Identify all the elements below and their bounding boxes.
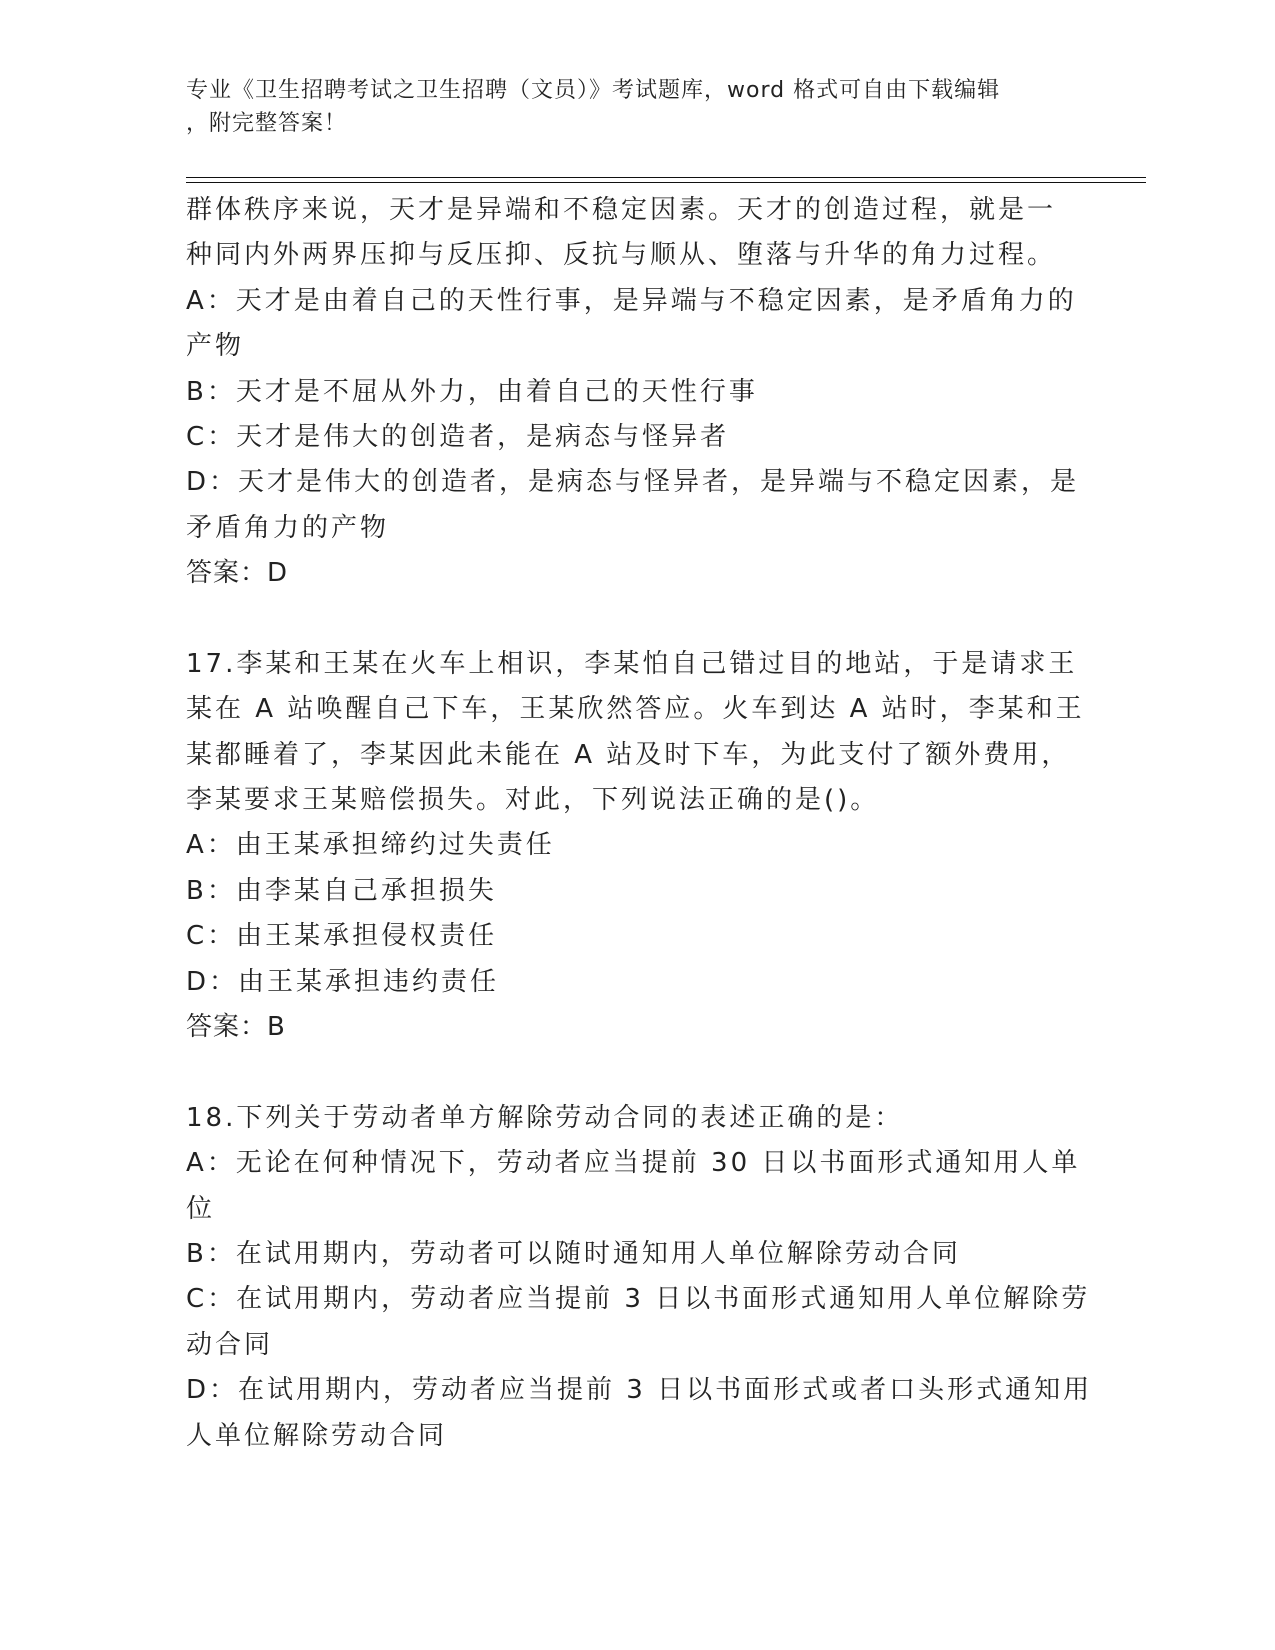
- spacer: [186, 1050, 1086, 1095]
- option-a: A：无论在何种情况下，劳动者应当提前 30 日以书面形式通知用人单: [186, 1148, 1081, 1179]
- option-d: D：在试用期内，劳动者应当提前 3 日以书面形式或者口头形式通知用: [186, 1375, 1093, 1406]
- option-b: B：由李某自己承担损失: [186, 875, 497, 906]
- option-c: C：由王某承担侵权责任: [186, 921, 498, 952]
- question-stem-line: 李某要求王某赔偿损失。对此，下列说法正确的是()。: [186, 785, 880, 816]
- option-d: D：天才是伟大的创造者，是病态与怪异者，是异端与不稳定因素，是: [186, 467, 1080, 498]
- option-d-continued: 人单位解除劳动合同: [186, 1420, 448, 1451]
- header-divider: [186, 177, 1146, 183]
- question-stem-line: 某在 A 站唤醒自己下车，王某欣然答应。火车到达 A 站时，李某和王: [186, 694, 1085, 725]
- header-line-1: 专业《卫生招聘考试之卫生招聘（文员）》考试题库，word 格式可自由下载编辑: [186, 78, 1001, 103]
- option-a-continued: 产物: [186, 331, 245, 362]
- answer-line: 答案：D: [186, 558, 289, 589]
- header-line-2: ，附完整答案！: [186, 111, 348, 136]
- option-b: B：天才是不屈从外力，由着自己的天性行事: [186, 376, 758, 407]
- option-c-continued: 动合同: [186, 1329, 274, 1360]
- option-a: A：天才是由着自己的天性行事，是异端与不稳定因素，是矛盾角力的: [186, 285, 1077, 316]
- question-stem-line: 18.下列关于劳动者单方解除劳动合同的表述正确的是：: [186, 1102, 904, 1133]
- question-18: [186, 1096, 1093, 1459]
- option-d: D：由王某承担违约责任: [186, 966, 500, 997]
- question-stem-line: 种同内外两界压抑与反压抑、反抗与顺从、堕落与升华的角力过程。: [186, 240, 1057, 271]
- option-b: B：在试用期内，劳动者可以随时通知用人单位解除劳动合同: [186, 1238, 961, 1269]
- option-c: C：在试用期内，劳动者应当提前 3 日以书面形式通知用人单位解除劳: [186, 1284, 1091, 1315]
- document-header: [186, 74, 1066, 140]
- question-stem-line: 某都睡着了，李某因此未能在 A 站及时下车，为此支付了额外费用，: [186, 739, 1071, 770]
- question-16: [186, 188, 1086, 597]
- question-stem-line: 17.李某和王某在火车上相识，李某怕自己错过目的地站，于是请求王: [186, 648, 1078, 679]
- spacer: [186, 597, 1086, 642]
- question-content: [186, 188, 1093, 1459]
- option-c: C：天才是伟大的创造者，是病态与怪异者: [186, 421, 730, 452]
- option-a: A：由王某承担缔约过失责任: [186, 830, 555, 861]
- answer-line: 答案：B: [186, 1012, 286, 1043]
- option-d-continued: 矛盾角力的产物: [186, 512, 390, 543]
- option-a-continued: 位: [186, 1193, 216, 1224]
- question-17: [186, 642, 1086, 1051]
- question-stem-line: 群体秩序来说，天才是异端和不稳定因素。天才的创造过程，就是一: [186, 195, 1057, 225]
